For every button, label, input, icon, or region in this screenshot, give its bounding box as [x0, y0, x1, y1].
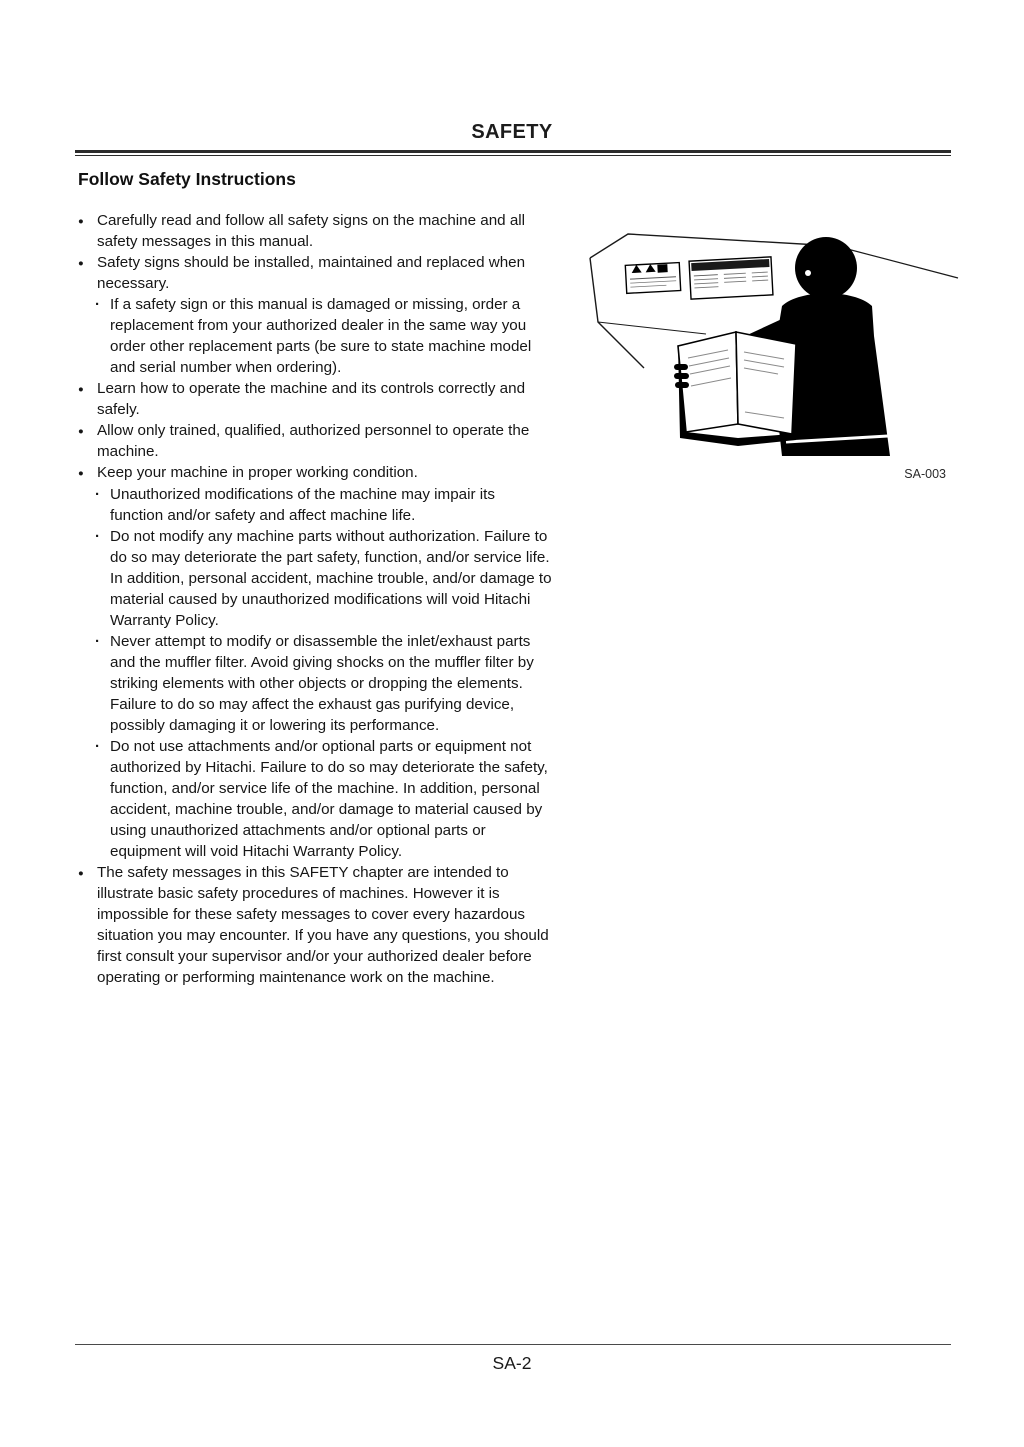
list-item	[78, 462, 552, 862]
bullet-icon: ●	[78, 468, 84, 479]
bullet-text: The safety messages in this SAFETY chapter are intended to illustrate basic safety procedures of machines. However it is impossible for these safety messages to cover every hazardous situation you may encounter. If you have any questions, you should first consult your supervisor and/or your authorized dealer before operating or performing maintenance work on the machine.	[97, 864, 549, 986]
warning-label-small	[625, 263, 680, 294]
person-hand	[674, 364, 689, 388]
bullet-text: Learn how to operate the machine and its controls correctly and safely.	[97, 380, 526, 418]
safety-instructions-list	[78, 210, 552, 988]
figure-caption: SA-003	[904, 467, 946, 481]
bullet-icon: ●	[78, 258, 84, 269]
reading-manual-illustration	[586, 226, 962, 464]
sub-list-item	[95, 736, 552, 862]
sub-list	[95, 484, 552, 862]
sub-bullet-text: Never attempt to modify or disassemble the inlet/exhaust parts and the muffler filter. Avoid giving shocks on the muffler filter by striking elements with other objects or dropping the elements. Failure to do so may affect the exhaust gas purifying device, possibly damaging it or lowering its performance.	[110, 633, 534, 734]
sub-list	[95, 294, 552, 378]
sub-list-item	[95, 484, 552, 526]
sub-bullet-icon: ·	[95, 486, 100, 503]
sub-bullet-text: Unauthorized modifications of the machine may impair its function and/or safety and affect machine life.	[110, 486, 495, 524]
figure-illustration	[586, 226, 962, 464]
bullet-icon: ●	[78, 216, 84, 227]
bullet-text: Carefully read and follow all safety signs on the machine and all safety messages in this manual.	[97, 212, 526, 250]
list-item	[78, 252, 552, 378]
sub-list-item	[95, 294, 552, 378]
sub-bullet-icon: ·	[95, 296, 100, 313]
footer-divider	[75, 1344, 951, 1345]
page-number: SA-2	[492, 1353, 532, 1373]
body-text-column	[78, 210, 552, 988]
person-ear-dot	[805, 270, 811, 276]
person-head	[795, 237, 857, 299]
warning-label-large	[689, 257, 773, 299]
section-heading: Follow Safety Instructions	[78, 169, 296, 189]
bullet-icon: ●	[78, 868, 84, 879]
sub-bullet-text: Do not modify any machine parts without authorization. Failure to do so may deteriorate the part safety, function, and/or service life. In addition, personal accident, machine trouble, and/or damage to material caused by unauthorized modifications will void Hitachi Warranty Policy.	[110, 528, 552, 629]
sub-list-item	[95, 631, 552, 736]
manual-book	[674, 332, 796, 446]
bullet-text: Keep your machine in proper working condition.	[97, 464, 418, 481]
sub-bullet-icon: ·	[95, 738, 100, 755]
bullet-text: Safety signs should be installed, maintained and replaced when necessary.	[97, 254, 526, 292]
sub-bullet-icon: ·	[95, 633, 100, 650]
list-item	[78, 862, 552, 988]
sub-bullet-icon: ·	[95, 528, 100, 545]
sub-bullet-text: Do not use attachments and/or optional parts or equipment not authorized by Hitachi. Failure to do so may deteriorate the safety, function, and/or service life of the machine. In addition, personal accident, machine trouble, and/or damage to material caused by using unauthorized attachments and/or optional parts or equipment will void Hitachi Warranty Policy.	[110, 738, 548, 860]
bullet-icon: ●	[78, 384, 84, 395]
page-title: SAFETY	[471, 121, 553, 143]
list-item	[78, 210, 552, 252]
sub-bullet-text: If a safety sign or this manual is damaged or missing, order a replacement from your authorized dealer in the same way you order other replacement parts (be sure to state machine model and serial number when ordering).	[110, 296, 532, 376]
list-item	[78, 378, 552, 420]
header-divider	[75, 150, 951, 156]
bullet-text: Allow only trained, qualified, authorized personnel to operate the machine.	[97, 422, 530, 460]
list-item	[78, 420, 552, 462]
sub-list-item	[95, 526, 552, 631]
bullet-icon: ●	[78, 426, 84, 437]
